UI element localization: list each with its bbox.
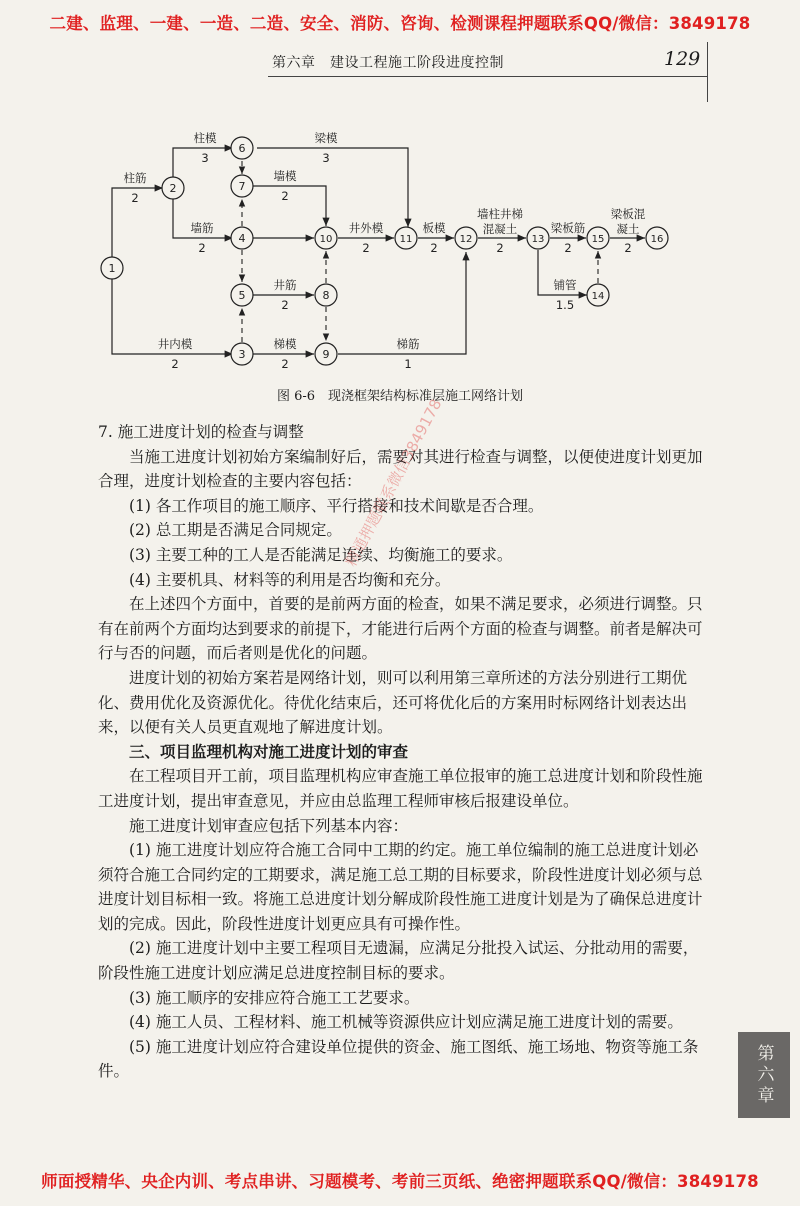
paragraph: (3) 主要工种的工人是否能满足连续、均衡施工的要求。 xyxy=(129,545,513,564)
node-label: 7 xyxy=(238,180,246,193)
activity-duration: 2 xyxy=(430,241,438,255)
node-label: 8 xyxy=(322,289,330,302)
header-rule xyxy=(268,76,708,77)
paragraph: (5) 施工进度计划应符合建设单位提供的资金、施工图纸、施工场地、物资等施工条件。 xyxy=(98,1037,699,1081)
activity-duration: 2 xyxy=(281,189,289,203)
arrow-7-10 xyxy=(252,186,326,226)
paragraph: 在工程项目开工前，项目监理机构应审查施工单位报审的施工总进度计划和阶段性施工进度计划，提出审查意见，并应由总监理工程师审核后报建设单位。 xyxy=(98,767,703,810)
node-label: 2 xyxy=(169,182,177,195)
activity-duration: 2 xyxy=(281,357,289,371)
activity-name: 井内模 xyxy=(157,337,193,351)
node-label: 14 xyxy=(591,291,605,302)
paragraph: 进度计划的初始方案若是网络计划，则可以利用第三章所述的方法分别进行工期优化、费用优化及资源优化。待优化结束后，还可将优化后的方案用时标网络计划表达出来，以便有关人员更直观地了解进度计划。 xyxy=(98,668,688,737)
node-label: 6 xyxy=(238,142,246,155)
activity-duration: 2 xyxy=(362,241,370,255)
chapter-title: 第六章 建设工程施工阶段进度控制 xyxy=(272,55,504,71)
activity-duration: 2 xyxy=(198,241,206,255)
arrow-6-11 xyxy=(257,148,408,227)
node-label: 5 xyxy=(238,289,246,302)
network-diagram xyxy=(90,128,690,378)
activity-name: 柱模 xyxy=(193,131,217,145)
activity-name-line2: 凝土 xyxy=(616,222,640,236)
activity-name: 梁模 xyxy=(314,131,338,145)
activity-name-line2: 混凝土 xyxy=(482,222,518,236)
paragraph: 7. 施工进度计划的检查与调整 xyxy=(98,423,304,441)
page-number: 129 xyxy=(664,48,701,70)
paragraph: (4) 施工人员、工程材料、施工机械等资源供应计划应满足施工进度计划的需要。 xyxy=(129,1013,683,1032)
paragraph: (2) 施工进度计划中主要工程项目无遗漏，应满足分批投入试运、分批动用的需要，阶段性施工进度计划应满足总进度控制目标的要求。 xyxy=(98,939,699,983)
activity-name: 井筋 xyxy=(273,278,297,292)
chapter-side-tab: 第六章 xyxy=(738,1032,790,1118)
node-label: 15 xyxy=(591,234,605,245)
activity-name: 井外模 xyxy=(348,221,384,235)
activity-duration: 2 xyxy=(564,241,572,255)
activity-name: 梁板混 xyxy=(610,207,646,221)
paragraph: (1) 施工进度计划应符合施工合同中工期的约定。施工单位编制的施工总进度计划必须符合施工合同约定的工期要求，满足施工总工期的目标要求，阶段性进度计划必须与总进度计划目标相一致。将施工总进度计划分解成阶段性施工进度计划是为了确保总进度计划的完成。因此，阶段性进度计划更应具有可操作性。 xyxy=(98,841,703,933)
activity-duration: 2 xyxy=(171,357,179,371)
paragraph: (4) 主要机具、材料等的利用是否均衡和充分。 xyxy=(129,570,451,589)
node-label: 12 xyxy=(459,234,473,245)
activity-name: 梯筋 xyxy=(396,337,420,351)
node-label: 4 xyxy=(238,232,246,245)
node-label: 3 xyxy=(238,348,246,361)
node-label: 10 xyxy=(319,234,333,245)
paragraph: 施工进度计划审查应包括下列基本内容： xyxy=(129,816,409,835)
paragraph: (2) 总工期是否满足合同规定。 xyxy=(129,521,342,540)
activity-duration: 1.5 xyxy=(555,298,575,312)
activity-name: 墙柱井梯 xyxy=(477,207,523,221)
activity-name: 板模 xyxy=(422,221,446,235)
node-label: 11 xyxy=(399,234,413,245)
node-label: 9 xyxy=(322,348,330,361)
node-label: 13 xyxy=(531,234,545,245)
figure-caption: 图 6-6 现浇框架结构标准层施工网络计划 xyxy=(276,389,524,404)
bottom-banner: 师面授精华、央企内训、考点串讲、习题模考、考前三页纸、绝密押题联系QQ/微信：3849178 xyxy=(41,1172,759,1191)
activity-name: 梯模 xyxy=(273,337,297,351)
activity-name: 墙模 xyxy=(273,169,297,183)
node-label: 1 xyxy=(108,262,116,275)
activity-duration: 2 xyxy=(624,241,632,255)
activity-duration: 2 xyxy=(496,241,504,255)
paragraph: (1) 各工作项目的施工顺序、平行搭接和技术间歇是否合理。 xyxy=(129,496,544,515)
paragraph: 当施工进度计划初始方案编制好后，需要对其进行检查与调整，以便使进度计划更加合理，进度计划检查的主要内容包括： xyxy=(98,447,703,491)
activity-name: 柱筋 xyxy=(123,171,147,185)
activity-name: 墙筋 xyxy=(190,221,214,235)
paragraph: 在上述四个方面中，首要的是前两方面的检查，如果不满足要求，必须进行调整。只有在前两个方面均达到要求的前提下，才能进行后两个方面的检查与调整。前者是解决可行与否的问题，而后者则是优化的问题。 xyxy=(98,595,703,663)
node-label: 16 xyxy=(650,234,664,245)
page-header xyxy=(268,48,708,74)
top-banner: 二建、监理、一建、一造、二造、安全、消防、咨询、检测课程押题联系QQ/微信：3849178 xyxy=(49,14,751,33)
activity-name: 铺管 xyxy=(553,278,577,292)
activity-duration: 3 xyxy=(201,151,209,165)
body-text xyxy=(98,420,710,1084)
watermark: 精通押题联系微信3849178 xyxy=(341,395,446,570)
activity-duration: 1 xyxy=(404,357,412,371)
header-vertical-rule xyxy=(707,42,708,102)
activity-duration: 3 xyxy=(322,151,330,165)
activity-duration: 2 xyxy=(281,298,289,312)
section-heading: 三、项目监理机构对施工进度计划的审查 xyxy=(129,741,409,761)
activity-duration: 2 xyxy=(131,191,139,205)
activity-name: 梁板筋 xyxy=(550,221,586,235)
paragraph: (3) 施工顺序的安排应符合施工工艺要求。 xyxy=(129,988,420,1007)
